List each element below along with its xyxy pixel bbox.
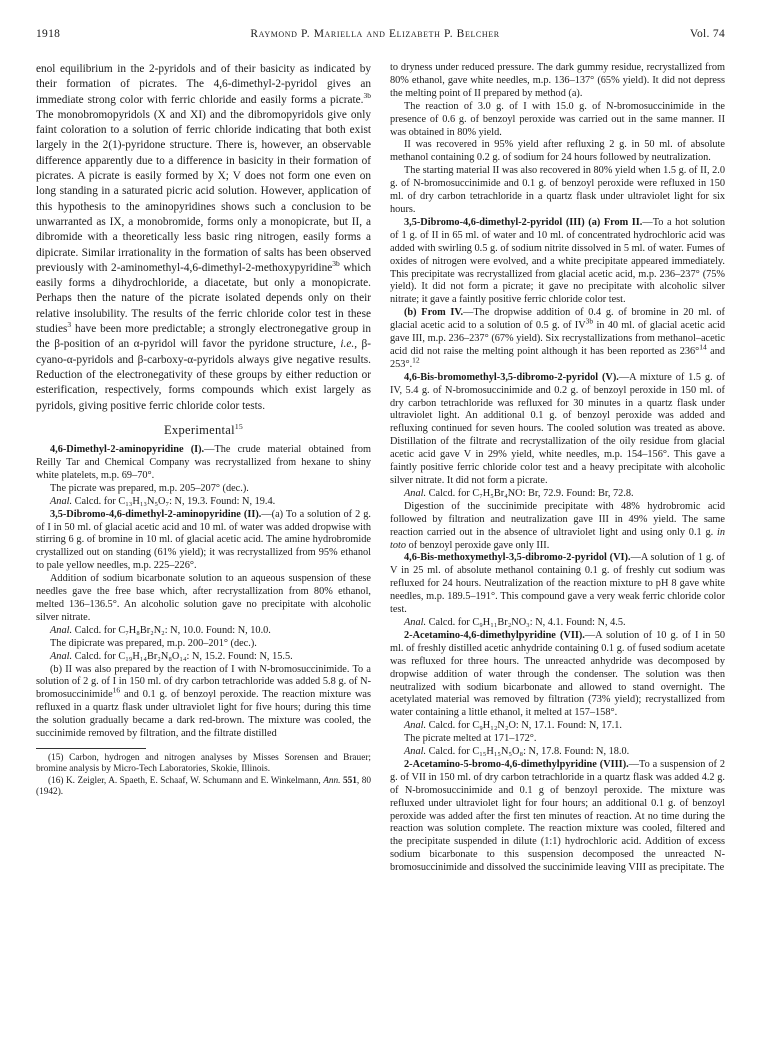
analysis-line: Anal. Calcd. for C₉H₁₂N₂O: N, 17.1. Found: N, 17.1. <box>404 720 623 732</box>
compound-heading: 3,5-Dibromo-4,6-dimethyl-2-aminopyridine (II). <box>50 508 262 520</box>
compound-heading: 4,6-Dimethyl-2-aminopyridine (I). <box>50 444 205 456</box>
experimental-paragraph: The dipicrate was prepared, m.p. 200–201° (dec.). <box>50 637 257 649</box>
experimental-paragraph: to dryness under reduced pressure. The dark gummy residue, recrystallized from 80% ethanol, gave white needles, m.p. 136–137° (65% yield). It did not depress the melting point of II prepared by method (a). <box>390 62 725 99</box>
experimental-paragraph: Digestion of the succinimide precipitate with 48% hydrobromic acid followed by filtration and neutralization gave III in 49% yield. The same reaction carried out in the absence of ultraviolet light and using only 0.1 g. in toto of benzoyl peroxide gave only III. <box>390 500 725 551</box>
citation-mark: 12 <box>412 355 420 365</box>
compound-heading: 3,5-Dibromo-4,6-dimethyl-2-pyridol (III) (a) From II. <box>404 216 643 228</box>
section-heading-experimental: Experimental$^{15}$ <box>163 421 244 437</box>
compound-heading: 2-Acetamino-4,6-dimethylpyridine (VII). <box>404 629 585 641</box>
analysis-line: Anal. Calcd. for C₇H₈Br₂N₂: N, 10.0. Found: N, 10.0. <box>50 624 271 636</box>
volume-label: Vol. 74 <box>689 28 725 40</box>
citation-mark: 14 <box>699 342 707 352</box>
experimental-paragraph: 3,5-Dibromo-4,6-dimethyl-2-aminopyridine (II).—(a) To a solution of 2 g. of I in 50 ml. of glacial acetic acid and 10 ml. of water was added dropwise with stirring 6 g. of bromine in 10 ml. of glacial acetic acid. The amine hydrobromide crystallized out on standing (61% yield); it was recrystallized from 95% ethanol to pale yellow needles, m.p. 225–226°. <box>36 508 372 572</box>
experimental-section <box>36 444 371 741</box>
footnote-divider <box>36 748 146 749</box>
page-number: 1918 <box>36 28 61 40</box>
experimental-paragraph: 2-Acetamino-5-bromo-4,6-dimethylpyridine (VIII).—To a suspension of 2 g. of VII in 150 ml. of dry carbon tetrachloride in a quartz flask was added 4.2 g. of N-bromosuccinimide and 0.1 g of benzoyl peroxide. The mixture was refluxed under ultraviolet light for four hours; an additional 0.1 g. of benzoyl peroxide was added after the first ten minutes of reaction. At no time during the reaction was solution complete. The reaction mixture was cooled, filtered and the precipitate suspended in dilute (1:1) hydrochloric acid. Addition of excess sodium bicarbonate to this suspension decomposed the unreacted N-bromosuccinimide and dissolved the succinimide leaving VIII as precipitate. The <box>390 758 725 874</box>
citation-mark: 3b <box>332 259 340 269</box>
compound-heading: 4,6-Bis-methoxymethyl-3,5-dibromo-2-pyridol (VI). <box>404 552 631 564</box>
experimental-paragraph: (b) From IV.—The dropwise addition of 0.4 g. of bromine in 20 ml. of glacial acetic acid to a solution of 0.5 g. of $IV^{3b}$ in 40 ml. of glacial acetic acid gave III, m.p. 236–237° (67% yield). Six recrystallizations from methanol–acetic acid did not raise the melting point although it has been reported as 236°$^{14}$ and 253°.$^{12}$ <box>390 307 726 370</box>
compound-heading: 2-Acetamino-5-bromo-4,6-dimethylpyridine (VIII). <box>404 758 629 770</box>
citation-mark: 3b <box>585 316 594 326</box>
footnote-16: (16) K. Zeigler, A. Spaeth, E. Schaaf, W. Schumann and E. Winkelmann, Ann. 551, 80 (1942). <box>36 775 372 798</box>
analysis-line: Anal. Calcd. for C₉H₁₁Br₂NO₃: N, 4.1. Found: N, 4.5. <box>404 616 626 628</box>
experimental-paragraph: (b) II was also prepared by the reaction of I with N-bromosuccinimide. To a solution of 2 g. of I in 150 ml. of dry carbon tetrachloride was added 5.8 g. of N-bromosuccinimide$^{16}$ and 0.1 g. of benzoyl peroxide. The reaction mixture was refluxed in a quartz flask under ultraviolet light for five hours; during this time the solution gradually became a dark red-brown. The mixture was cooled, the succinimide removed by filtration, and the filtrate distilled <box>36 663 371 740</box>
experimental-paragraph: 4,6-Bis-methoxymethyl-3,5-dibromo-2-pyridol (VI).—A solution of 1 g. of V in 25 ml. of absolute methanol containing 0.1 g. of freshly cut sodium was refluxed for 24 hours. Neutralization of the reaction mixture to pH 8 gave white needles, m.p. 189.5–191°. This compound gave a very weak ferric chloride color test. <box>390 552 725 616</box>
citation-mark: 3b <box>363 90 371 100</box>
experimental-paragraph: Addition of sodium bicarbonate solution to an aqueous suspension of these needles gave the free base which, after recrystallization from 80% ethanol, melted 136–136.5°. An alcoholic solution gave no precipitate with alcoholic silver nitrate. <box>36 573 371 623</box>
experimental-paragraph: The picrate melted at 171–172°. <box>404 733 537 745</box>
two-column-body <box>36 62 725 875</box>
analysis-line: Anal. Calcd. for C₇H₅Br₄NO: Br, 72.9. Found: Br, 72.8. <box>404 487 634 499</box>
discussion-paragraph: enol equilibrium in the 2-pyridols and of their basicity as indicated by their formation of picrates. The 4,6-dimethyl-2-pyridol gives an immediate strong color with ferric chloride and easily forms a picrate.$^{3b}$ The monobromopyridols (X and XI) and the dibromopyridols give only faint coloration to a solution of ferric chloride indicating that both exist largely in the 2(1)-pyridone structure. There is, however, an observable difference apparently due to a difference in basicity in their formation of picrates. A picrate is easily formed by X; V does not form one even on long standing in a saturated picric acid solution. However, application of this hypothesis to the aminopyridines shows such a conclusion to be unwarranted as IX, a monobromide, forms only a monopicrate, but II, a dibromide with a theoretically less basic ring nitrogen, easily forms a dipicrate. Similar irrationality in the formation of salts has been observed previously with 2-aminomethyl-4,6-dimethyl-2-methoxypyridine$^{3b}$ which easily forms a dihydrochloride, a diacetate, but only a monopicrate. Perhaps then the nature of the picrate isolated depends only on their relative insolubility. The results of the ferric chloride color test in these studies$^3$ have been more predictable; a strongly electronegative group in the β-position of an α-pyridol will favor the pyridone structure, i.e., β-cyano-α-pyridols and β-carboxy-α-pyridols always give negative results. Reduction of the electronegativity of these groups by either reduction or esterification, respectively, forms compounds which exist largely as pyridols, giving positive ferric chloride color tests. <box>36 63 371 412</box>
experimental-paragraph: 4,6-Dimethyl-2-aminopyridine (I).—The crude material obtained from Reilly Tar and Chemical Company was recrystallized from hexane to shiny white platelets, m.p. 69–70°. <box>36 444 371 481</box>
experimental-paragraph: 2-Acetamino-4,6-dimethylpyridine (VII).—A solution of 10 g. of I in 50 ml. of freshly distilled acetic anhydride containing 0.1 g. of fused sodium acetate was refluxed for three hours. The unreacted anhydride was decomposed by dropwise addition of water through the condenser. The solution was then neutralized with sodium bicarbonate and allowed to stand overnight. The acetylated material was removed by filtration (73% yield); recrystallized from water containing a little ethanol, it melted at 157–158°. <box>390 629 725 719</box>
left-column <box>36 62 371 875</box>
footnote-mark: 15 <box>234 421 244 431</box>
analysis-line: Anal. Calcd. for C₁₃H₁₃N₅O₇: N, 19.3. Found: N, 19.4. <box>50 495 276 507</box>
citation-mark: 3 <box>67 320 72 330</box>
analysis-line: Anal. Calcd. for C₁₅H₁₅N₅O₈: N, 17.8. Found: N, 18.0. <box>404 746 630 758</box>
footnote-mark: 16 <box>112 685 121 695</box>
experimental-paragraph: The starting material II was also recovered in 80% yield when 1.5 g. of II, 2.0 g. of N-bromosuccinimide and 0.1 g. of benzoyl peroxide were refluxed in 150 ml. of dry carbon tetrachloride in a quartz flask under ultraviolet light for six hours. <box>390 165 725 215</box>
experimental-paragraph: The reaction of 3.0 g. of I with 15.0 g. of N-bromosuccinimide in the presence of 0.6 g. of benzoyl peroxide was carried out in the same manner. II was obtained in 80% yield. <box>390 100 725 138</box>
experimental-paragraph: 3,5-Dibromo-4,6-dimethyl-2-pyridol (III) (a) From II.—To a hot solution of 1 g. of II in 65 ml. of water and 10 ml. of concentrated hydrochloric acid was added with swirling 0.5 g. of sodium nitrite dissolved in 5 ml. of water. Fumes of oxides of nitrogen were evolved, and a white precipitate appeared immediately. This precipitate was recrystallized from glacial acetic acid, m.p. 236–237° (75% yield). It did not form a picrate; it gave no precipitate with alcoholic silver nitrate; it gave a faintly positive ferric chloride color test. <box>390 216 726 306</box>
method-heading: (b) From IV. <box>404 307 464 319</box>
experimental-paragraph: The picrate was prepared, m.p. 205–207° (dec.). <box>50 482 249 494</box>
running-header <box>36 22 725 46</box>
experimental-paragraph: 4,6-Bis-bromomethyl-3,5-dibromo-2-pyridol (V).—A mixture of 1.5 g. of IV, 5.4 g. of N-bromosuccinimide and 0.2 g. of benzoyl peroxide in 150 ml. of dry carbon tetrachloride was refluxed for 30 minutes in a quartz flask under ultraviolet light. An additional 0.1 g. of benzoyl peroxide was added and refluxing continued for seven hours. The cooled solution was treated as above. Distillation of the filtrate and recrystallization of the oily residue from glacial acetic acid gave V in 29% yield, white needles, m.p. 154–156°. This gave a faintly positive ferric chloride color test and a heavy precipitate with alcoholic silver nitrate. It did not form a picrate. <box>390 371 725 486</box>
right-column <box>390 62 725 875</box>
footnote-15: (15) Carbon, hydrogen and nitrogen analyses by Misses Sorensen and Brauer; bromine analysis by Micro-Tech Laboratories, Skokie, Illinois. <box>36 752 371 775</box>
running-head-authors: Raymond P. Mariella and Elizabeth P. Belcher <box>250 28 500 40</box>
experimental-paragraph: II was recovered in 95% yield after refluxing 2 g. in 50 ml. of absolute methanol containing 0.2 g. of sodium for 24 hours followed by neutralization. <box>390 139 725 164</box>
compound-heading: 4,6-Bis-bromomethyl-3,5-dibromo-2-pyridol (V). <box>404 371 619 383</box>
analysis-line: Anal. Calcd. for C₁₉H₁₄Br₂N₈O₁₄: N, 15.2. Found: N, 15.5. <box>50 650 293 662</box>
